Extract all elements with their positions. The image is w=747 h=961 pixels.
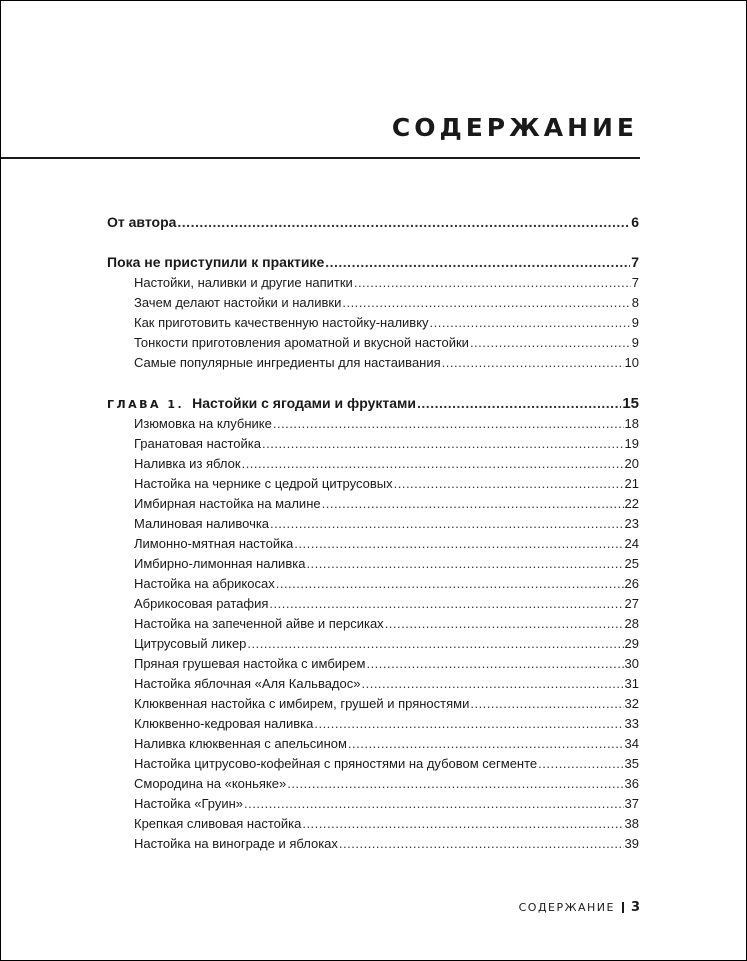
toc-entry-page: 25 bbox=[624, 556, 639, 571]
dot-leader bbox=[470, 333, 631, 353]
toc-entry[interactable] bbox=[107, 353, 639, 373]
spacer bbox=[107, 373, 639, 392]
toc-entry[interactable] bbox=[107, 534, 639, 554]
toc-entry-label: Зачем делают настойки и наливки bbox=[134, 295, 342, 310]
toc-entry-label: Как приготовить качественную настойку-наливку bbox=[134, 315, 429, 330]
chapter-title: Настойки с ягодами и фруктами bbox=[192, 395, 417, 411]
toc-entry-label: Настойка на абрикосах bbox=[134, 576, 275, 591]
dot-leader bbox=[325, 251, 630, 273]
toc-entry-label: Настойка на запеченной айве и персиках bbox=[134, 616, 384, 631]
toc-section-heading[interactable] bbox=[107, 251, 639, 273]
dot-leader bbox=[269, 594, 623, 614]
dot-leader bbox=[262, 434, 624, 454]
toc-entry-label: Настойка яблочная «Аля Кальвадос» bbox=[134, 676, 361, 691]
toc-entry-label: Имбирная настойка на малине bbox=[134, 496, 321, 511]
toc-entry-page: 31 bbox=[624, 676, 639, 691]
dot-leader bbox=[177, 211, 630, 233]
dot-leader bbox=[430, 313, 631, 333]
dot-leader bbox=[361, 674, 623, 694]
toc-entry-page: 26 bbox=[624, 576, 639, 591]
toc-entry[interactable] bbox=[107, 333, 639, 353]
dot-leader bbox=[294, 534, 623, 554]
toc-entry-page: 20 bbox=[624, 456, 639, 471]
footer-divider bbox=[622, 902, 624, 913]
toc-entry-page: 8 bbox=[631, 295, 639, 310]
toc-entry-label: Настойка на винограде и яблоках bbox=[134, 836, 338, 851]
dot-leader bbox=[394, 474, 624, 494]
dot-leader bbox=[348, 734, 624, 754]
toc-entry[interactable] bbox=[107, 474, 639, 494]
table-of-contents bbox=[107, 211, 639, 854]
dot-leader bbox=[385, 614, 624, 634]
toc-entry-page: 28 bbox=[624, 616, 639, 631]
dot-leader bbox=[354, 273, 631, 293]
dot-leader bbox=[538, 754, 623, 774]
toc-entry-page: 9 bbox=[631, 335, 639, 350]
dot-leader bbox=[242, 454, 624, 474]
dot-leader bbox=[244, 794, 624, 814]
chapter-heading-label bbox=[107, 392, 416, 414]
toc-entry-label: Настойки, наливки и другие напитки bbox=[134, 275, 353, 290]
toc-entry-author[interactable] bbox=[107, 211, 639, 233]
dot-leader bbox=[339, 834, 624, 854]
dot-leader bbox=[287, 774, 623, 794]
toc-entry-page: 33 bbox=[624, 716, 639, 731]
toc-entry-page: 6 bbox=[631, 214, 639, 230]
toc-entry-page: 32 bbox=[624, 696, 639, 711]
toc-entry-label: Лимонно-мятная настойка bbox=[134, 536, 294, 551]
toc-entry[interactable] bbox=[107, 754, 639, 774]
dot-leader bbox=[322, 494, 624, 514]
toc-entry[interactable] bbox=[107, 814, 639, 834]
toc-entry[interactable] bbox=[107, 714, 639, 734]
dot-leader bbox=[470, 694, 623, 714]
toc-entry[interactable] bbox=[107, 454, 639, 474]
dot-leader bbox=[417, 392, 621, 414]
toc-entry-page: 10 bbox=[624, 355, 639, 370]
toc-entry-label: Пряная грушевая настойка с имбирем bbox=[134, 656, 366, 671]
spacer bbox=[107, 233, 639, 251]
toc-entry[interactable] bbox=[107, 794, 639, 814]
toc-entry[interactable] bbox=[107, 594, 639, 614]
dot-leader bbox=[442, 353, 624, 373]
toc-entry-page: 15 bbox=[622, 395, 639, 412]
toc-entry[interactable] bbox=[107, 674, 639, 694]
toc-entry-label: Абрикосовая ратафия bbox=[134, 596, 269, 611]
footer-section-name: СОДЕРЖАНИЕ bbox=[518, 901, 615, 914]
toc-entry[interactable] bbox=[107, 774, 639, 794]
dot-leader bbox=[302, 814, 623, 834]
toc-entry-label: Крепкая сливовая настойка bbox=[134, 816, 302, 831]
toc-entry[interactable] bbox=[107, 654, 639, 674]
toc-entry[interactable] bbox=[107, 293, 639, 313]
toc-entry-label: Пока не приступили к практике bbox=[107, 254, 325, 270]
toc-entry-label: Настойка «Груин» bbox=[134, 796, 244, 811]
toc-chapter-items bbox=[107, 414, 639, 854]
toc-entry-label: Цитрусовый ликер bbox=[134, 636, 247, 651]
toc-entry-label: Имбирно-лимонная наливка bbox=[134, 556, 306, 571]
toc-entry-page: 29 bbox=[624, 636, 639, 651]
toc-entry[interactable] bbox=[107, 494, 639, 514]
dot-leader bbox=[276, 574, 624, 594]
dot-leader bbox=[342, 293, 630, 313]
toc-entry-page: 22 bbox=[624, 496, 639, 511]
toc-entry[interactable] bbox=[107, 834, 639, 854]
toc-entry-label: Малиновая наливочка bbox=[134, 516, 270, 531]
toc-entry[interactable] bbox=[107, 313, 639, 333]
toc-entry[interactable] bbox=[107, 614, 639, 634]
toc-entry-page: 30 bbox=[624, 656, 639, 671]
toc-entry-label: Настойка на чернике с цедрой цитрусовых bbox=[134, 476, 393, 491]
title-rule bbox=[1, 157, 640, 159]
toc-entry-page: 21 bbox=[624, 476, 639, 491]
toc-entry[interactable] bbox=[107, 514, 639, 534]
toc-entry[interactable] bbox=[107, 414, 639, 434]
toc-chapter-heading[interactable] bbox=[107, 392, 639, 414]
toc-entry-label: Наливка клюквенная с апельсином bbox=[134, 736, 347, 751]
toc-entry[interactable] bbox=[107, 554, 639, 574]
toc-entry-page: 7 bbox=[631, 275, 639, 290]
toc-entry-label: Настойка цитрусово-кофейная с пряностями на дубовом сегменте bbox=[134, 756, 538, 771]
toc-entry-label: Самые популярные ингредиенты для настаивания bbox=[134, 355, 441, 370]
toc-entry-label: Изюмовка на клубнике bbox=[134, 416, 272, 431]
toc-entry[interactable] bbox=[107, 694, 639, 714]
toc-entry-label: Наливка из яблок bbox=[134, 456, 241, 471]
toc-entry-label: Клюквенно-кедровая наливка bbox=[134, 716, 314, 731]
page-title: СОДЕРЖАНИЕ bbox=[391, 113, 638, 142]
toc-entry-page: 9 bbox=[631, 315, 639, 330]
dot-leader bbox=[270, 514, 623, 534]
dot-leader bbox=[273, 414, 624, 434]
toc-entry-page: 39 bbox=[624, 836, 639, 851]
toc-entry[interactable] bbox=[107, 734, 639, 754]
toc-entry-page: 38 bbox=[624, 816, 639, 831]
toc-entry[interactable] bbox=[107, 273, 639, 293]
toc-entry-page: 35 bbox=[624, 756, 639, 771]
toc-entry-page: 37 bbox=[624, 796, 639, 811]
footer-page-number: 3 bbox=[630, 900, 640, 915]
toc-entry-label: От автора bbox=[107, 214, 177, 230]
toc-entry-page: 34 bbox=[624, 736, 639, 751]
running-footer bbox=[519, 900, 640, 915]
toc-entry[interactable] bbox=[107, 634, 639, 654]
toc-entry[interactable] bbox=[107, 434, 639, 454]
dot-leader bbox=[306, 554, 623, 574]
toc-entry-page: 23 bbox=[624, 516, 639, 531]
toc-entry-label: Смородина на «коньяке» bbox=[134, 776, 287, 791]
chapter-kicker: ГЛАВА 1. bbox=[107, 398, 185, 411]
toc-entry-page: 7 bbox=[631, 254, 639, 270]
dot-leader bbox=[366, 654, 623, 674]
toc-entry-label: Гранатовая настойка bbox=[134, 436, 261, 451]
toc-entry-page: 27 bbox=[624, 596, 639, 611]
toc-entry-page: 19 bbox=[624, 436, 639, 451]
toc-entry[interactable] bbox=[107, 574, 639, 594]
toc-section-items bbox=[107, 273, 639, 373]
toc-entry-page: 24 bbox=[624, 536, 639, 551]
toc-entry-page: 18 bbox=[624, 416, 639, 431]
toc-entry-page: 36 bbox=[624, 776, 639, 791]
toc-entry-label: Клюквенная настойка с имбирем, грушей и пряностями bbox=[134, 696, 470, 711]
dot-leader bbox=[247, 634, 623, 654]
toc-entry-label: Тонкости приготовления ароматной и вкусной настойки bbox=[134, 335, 469, 350]
dot-leader bbox=[314, 714, 623, 734]
